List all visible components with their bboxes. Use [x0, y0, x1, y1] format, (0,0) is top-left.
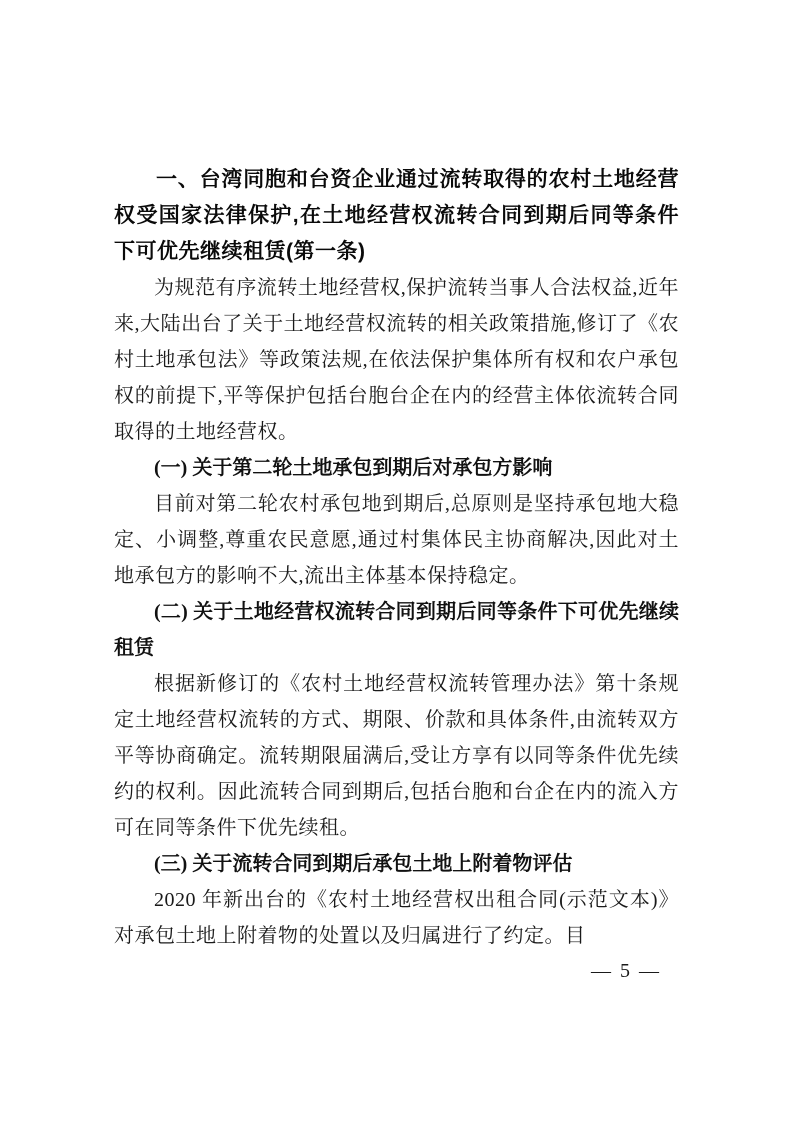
paragraph-section-1: 目前对第二轮农村承包地到期后,总原则是坚持承包地大稳定、小调整,尊重农民意愿,通过村集体民主协商解决,因此对土地承包方的影响不大,流出主体基本保持稳定。 — [114, 493, 679, 587]
paragraph-intro: 为规范有序流转土地经营权,保护流转当事人合法权益,近年来,大陆出台了关于土地经营权流转的相关政策措施,修订了《农村土地承包法》等政策法规,在依法保护集体所有权和农户承包权的前提下,平等保护包括台胞台企在内的经营主体依流转合同取得的土地经营权。 — [114, 277, 679, 443]
section-heading-2: (二) 关于土地经营权流转合同到期后同等条件下可优先继续租赁 — [114, 601, 679, 659]
paragraph-section-3: 2020 年新出台的《农村土地经营权出租合同(示范文本)》对承包土地上附着物的处置以及归属进行了约定。目 — [114, 889, 679, 947]
document-heading: 一、台湾同胞和台资企业通过流转取得的农村土地经营权受国家法律保护,在土地经营权流转合同到期后同等条件下可优先继续租赁(第一条) — [114, 168, 679, 263]
document-body — [114, 162, 679, 954]
section-heading-1: (一) 关于第二轮土地承包到期后对承包方影响 — [154, 457, 553, 479]
page-number: — 5 — — [591, 960, 661, 982]
paragraph-section-2: 根据新修订的《农村土地经营权流转管理办法》第十条规定土地经营权流转的方式、期限、价款和具体条件,由流转双方平等协商确定。流转期限届满后,受让方享有以同等条件优先续约的权利。因此流转合同到期后,包括台胞和台企在内的流入方可在同等条件下优先续租。 — [114, 673, 679, 839]
section-heading-3: (三) 关于流转合同到期后承包土地上附着物评估 — [154, 853, 573, 875]
